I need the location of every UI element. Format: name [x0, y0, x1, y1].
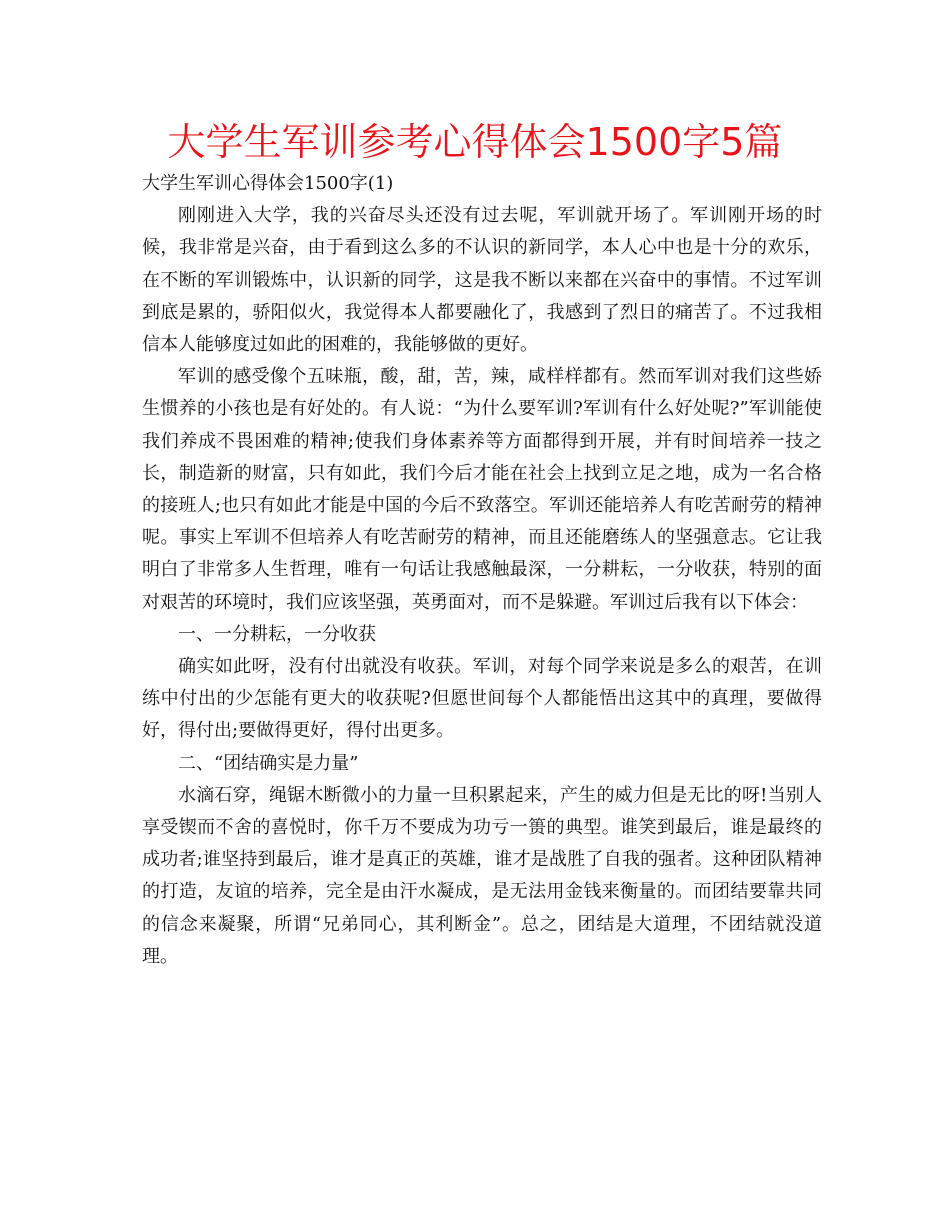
body-paragraph: 刚刚进入大学，我的兴奋尽头还没有过去呢，军训就开场了。军训刚开场的时候，我非常是兴奋，由于看到这么多的不认识的新同学，本人心中也是十分的欢乐，在不断的军训锻炼中，认识新的同学，这是我不断以来都在兴奋中的事情。不过军训到底是累的，骄阳似火，我觉得本人都要融化了，我感到了烈日的痛苦了。不过我相信本人能够度过如此的困难的，我能够做的更好。 [142, 205, 822, 356]
document-title: 大学生军训参考心得体会1500字5篇 [167, 120, 783, 164]
section-heading: 一、一分耕耘，一分收获 [178, 623, 376, 645]
document-body [142, 168, 822, 973]
section-heading: 二、“团结确实是力量” [178, 752, 359, 774]
body-paragraph: 水滴石穿，绳锯木断微小的力量一旦积累起来，产生的威力但是无比的呀!当别人享受锲而不舍的喜悦时，你千万不要成为功亏一篑的典型。谁笑到最后，谁是最终的成功者;谁坚持到最后，谁才是真正的英雄，谁才是战胜了自我的强者。这种团队精神的打造，友谊的培养，完全是由汗水凝成，是无法用金钱来衡量的。而团结要靠共同的信念来凝聚，所谓“兄弟同心，其利断金”。总之，团结是大道理，不团结就没道理。 [142, 784, 822, 967]
section-subtitle: 大学生军训心得体会1500字(1) [142, 173, 394, 194]
body-paragraph: 军训的感受像个五味瓶，酸，甜，苦，辣，咸样样都有。然而军训对我们这些娇生惯养的小孩也是有好处的。有人说：“为什么要军训?军训有什么好处呢?”军训能使我们养成不畏困难的精神;使我们身体素养等方面都得到开展，并有时间培养一技之长，制造新的财富，只有如此，我们今后才能在社会上找到立足之地，成为一名合格的接班人;也只有如此才能是中国的今后不致落空。军训还能培养人有吃苦耐劳的精神呢。事实上军训不但培养人有吃苦耐劳的精神，而且还能磨练人的坚强意志。它让我明白了非常多人生哲理，唯有一句话让我感触最深，一分耕耘，一分收获，特别的面对艰苦的环境时，我们应该坚强，英勇面对，而不是躲避。军训过后我有以下体会： [142, 366, 822, 613]
body-paragraph: 确实如此呀，没有付出就没有收获。军训，对每个同学来说是多么的艰苦，在训练中付出的少怎能有更大的收获呢?但愿世间每个人都能悟出这其中的真理，要做得好，得付出;要做得更好，得付出更多。 [142, 656, 822, 742]
